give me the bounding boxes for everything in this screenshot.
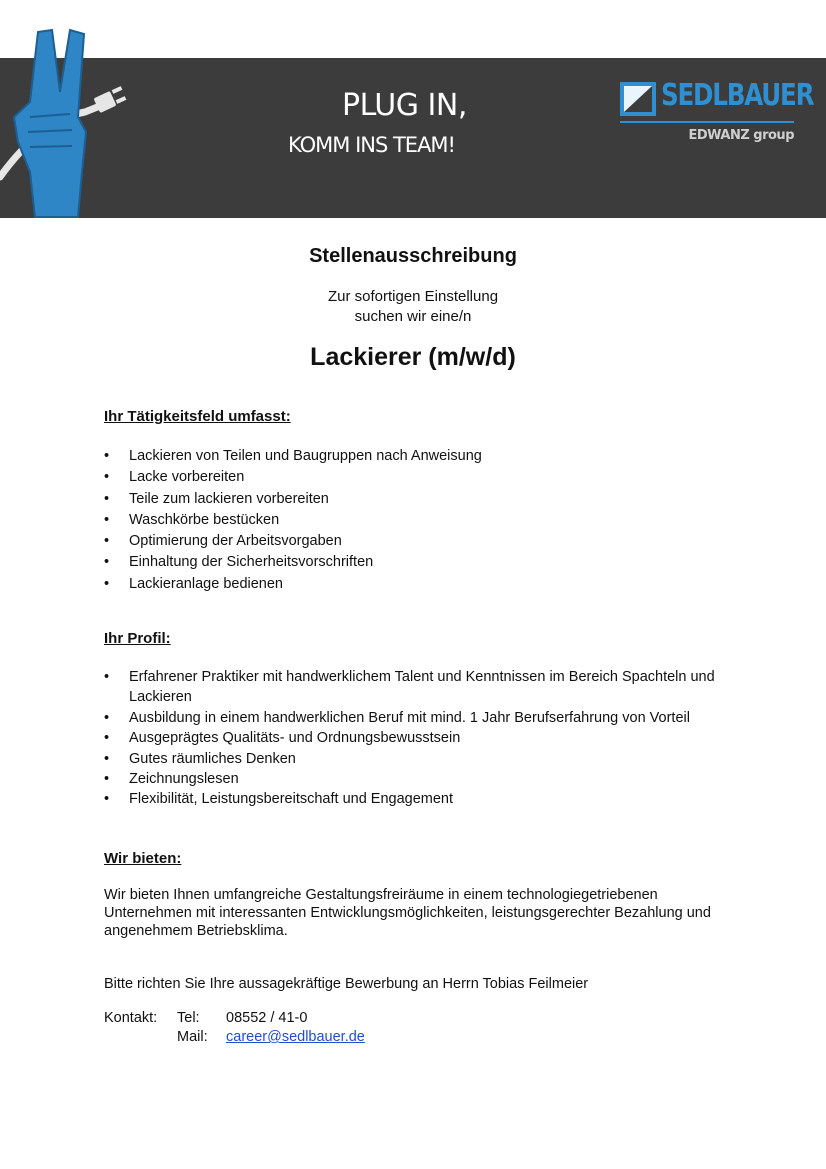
profile-list bbox=[104, 667, 724, 810]
document-title: Stellenausschreibung bbox=[309, 245, 517, 267]
logo-group-name: EDWANZ group bbox=[688, 128, 794, 143]
tasks-heading: Ihr Tätigkeitsfeld umfasst: bbox=[104, 408, 291, 425]
contact-label: Kontakt: bbox=[104, 1010, 158, 1026]
list-item: • Erfahrener Praktiker mit handwerklichem Talent und Kenntnissen im Bereich Spachteln und Lackieren bbox=[104, 669, 715, 706]
intro-text bbox=[0, 287, 826, 327]
intro-line1: Zur sofortigen Einstellung bbox=[327, 288, 499, 305]
tasks-list bbox=[104, 446, 744, 595]
list-item: • Waschkörbe bestücken bbox=[104, 511, 280, 528]
list-item: • Ausbildung in einem handwerklichen Beruf mit mind. 1 Jahr Berufserfahrung von Vorteil bbox=[104, 709, 690, 726]
slogan-line2: KOMM INS TEAM! bbox=[288, 133, 455, 157]
tel-value: 08552 / 41-0 bbox=[226, 1010, 308, 1026]
list-item: • Optimierung der Arbeitsvorgaben bbox=[104, 533, 342, 550]
list-item: • Einhaltung der Sicherheitsvorschriften bbox=[104, 554, 374, 571]
intro-line2: suchen wir eine/n bbox=[354, 308, 472, 325]
list-item: • Gutes räumliches Denken bbox=[104, 750, 296, 767]
list-item: • Lackieranlage bedienen bbox=[104, 575, 283, 592]
slogan-line1: PLUG IN, bbox=[342, 88, 467, 123]
logo-wordmark: SEDLBAUER bbox=[661, 78, 814, 113]
mail-label: Mail: bbox=[177, 1029, 208, 1045]
mail-link[interactable]: career@sedlbauer.de bbox=[226, 1029, 365, 1045]
list-item: • Teile zum lackieren vorbereiten bbox=[104, 490, 329, 507]
application-text: Bitte richten Sie Ihre aussagekräftige Bewerbung an Herrn Tobias Feilmeier bbox=[104, 976, 589, 992]
offer-text: Wir bieten Ihnen umfangreiche Gestaltungsfreiräume in einem technologiegetriebenen Unternehmen mit interessanten Entwicklungsmöglichkeiten, leistungsgerechter Bezahlung und angenehmem Betriebsklima. bbox=[104, 887, 711, 939]
profile-heading: Ihr Profil: bbox=[104, 630, 171, 647]
job-title: Lackierer (m/w/d) bbox=[310, 343, 516, 371]
peace-hand-with-plug-icon bbox=[0, 22, 140, 222]
list-item: • Flexibilität, Leistungsbereitschaft und Engagement bbox=[104, 791, 454, 808]
logo-divider bbox=[620, 121, 794, 123]
offer-heading: Wir bieten: bbox=[104, 850, 182, 867]
tel-label: Tel: bbox=[177, 1010, 200, 1026]
list-item: • Zeichnungslesen bbox=[104, 771, 239, 788]
sedlbauer-logo-mark-icon bbox=[620, 82, 656, 116]
list-item: • Ausgeprägtes Qualitäts- und Ordnungsbewusstsein bbox=[104, 730, 461, 747]
list-item: • Lacke vorbereiten bbox=[104, 469, 245, 486]
list-item: • Lackieren von Teilen und Baugruppen nach Anweisung bbox=[104, 448, 482, 464]
